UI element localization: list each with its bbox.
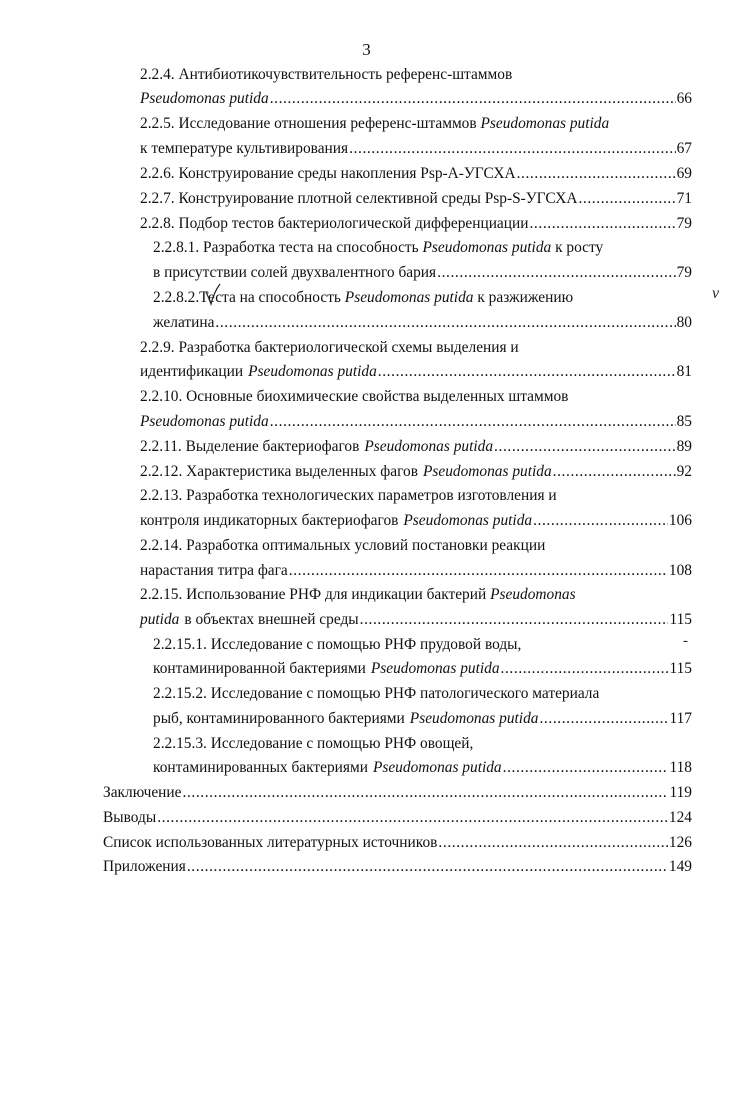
leader-dots	[183, 783, 669, 803]
margin-check-mark: v	[712, 285, 720, 302]
toc-entry-2-2-9-line2	[140, 362, 692, 382]
toc-entry-2-2-5-line2	[140, 139, 692, 159]
toc-entry-text: к разжижению	[477, 289, 574, 306]
leader-dots	[529, 214, 675, 234]
toc-page-number: 67	[676, 140, 692, 157]
toc-entry-organism: Pseudomonas putida	[140, 90, 269, 107]
toc-entry-2-2-15-3-line2	[153, 758, 692, 778]
toc-entry-text: 2.2.11. Выделение бактериофагов	[140, 438, 360, 455]
toc-entry-2-2-14-line2	[140, 561, 692, 581]
toc-entry-2-2-9-line1: 2.2.9. Разработка бактериологической схемы выделения и	[140, 339, 519, 356]
toc-entry-organism: Pseudomonas putida	[422, 463, 552, 480]
toc-entry-organism: Pseudomonas putida	[370, 660, 500, 677]
leader-dots	[437, 263, 675, 283]
page-number: 3	[362, 40, 371, 59]
toc-entry-text: Заключение	[103, 784, 182, 801]
toc-entry-text: идентификации	[140, 363, 244, 380]
toc-entry-text: 2.2.12. Характеристика выделенных фагов	[140, 463, 418, 480]
toc-entry-2-2-13-line2	[140, 511, 692, 531]
toc-entry-references	[103, 833, 692, 853]
leader-dots	[187, 857, 668, 877]
leader-dots	[270, 89, 676, 109]
toc-page-number: 66	[676, 90, 692, 107]
leader-dots	[533, 511, 668, 531]
leader-dots	[494, 437, 676, 457]
toc-entry-2-2-15-line1	[140, 585, 576, 605]
toc-entry-2-2-8	[140, 214, 692, 234]
toc-page-number: 85	[676, 413, 692, 430]
toc-entry-appendices	[103, 857, 692, 877]
toc-entry-organism: Pseudomonas putida	[409, 710, 539, 727]
leader-dots	[378, 362, 676, 382]
toc-entry-2-2-12	[140, 462, 692, 482]
toc-entry-text: 2.2.8.1. Разработка теста на способность	[153, 239, 419, 256]
toc-entry-text: к росту	[555, 239, 604, 256]
toc-entry-text: Выводы	[103, 809, 157, 826]
toc-entry-text: рыб, контаминированного бактериями	[153, 710, 405, 727]
toc-entry-text: 2.2.8. Подбор тестов бактериологической дифференциации	[140, 215, 529, 232]
toc-entry-2-2-8-1-line2	[153, 263, 692, 283]
toc-entry-text: нарастания титра фага	[140, 562, 288, 579]
toc-entry-organism: Pseudomonas putida	[248, 363, 377, 380]
toc-entry-organism: Pseudomonas putida	[364, 438, 494, 455]
toc-page-number: 118	[669, 759, 692, 776]
toc-entry-2-2-10-line2	[140, 412, 692, 432]
leader-dots	[517, 164, 676, 184]
toc-page-number: 115	[669, 660, 692, 677]
toc-entry-organism: Pseudomonas putida	[344, 289, 474, 306]
toc-entry-text: 2.2.6. Конструирование среды накопления Psp-A-УГСХА	[140, 165, 516, 182]
toc-entry-2-2-6	[140, 164, 692, 184]
toc-entry-2-2-15-2-line2	[153, 709, 692, 729]
toc-entry-text: 2.2.8.2.	[153, 289, 200, 306]
toc-page-number: 149	[668, 858, 692, 875]
toc-entry-organism: Pseudomonas putida	[403, 512, 533, 529]
leader-dots	[501, 659, 669, 679]
toc-entry-organism: Pseudomonas putida	[372, 759, 502, 776]
toc-entry-text: в объектах внешней среды	[184, 611, 359, 628]
toc-entry-2-2-13-line1: 2.2.13. Разработка технологических параметров изготовления и	[140, 487, 557, 504]
toc-entry-2-2-15-2-line1: 2.2.15.2. Исследование с помощью РНФ патологического материала	[153, 685, 600, 702]
toc-page-number: 69	[676, 165, 692, 182]
toc-page-number: 80	[676, 314, 692, 331]
leader-dots	[270, 412, 676, 432]
toc-page-number: 79	[676, 215, 692, 232]
leader-dots	[157, 808, 668, 828]
toc-page-number: 89	[676, 438, 692, 455]
toc-entry-text: Теста на способность	[199, 289, 341, 306]
toc-entry-2-2-5-line1	[140, 114, 609, 134]
toc-page-number: 115	[669, 611, 692, 628]
toc-entry-conclusion	[103, 783, 692, 803]
toc-entry-organism: Pseudomonas	[490, 586, 576, 603]
toc-page-number: 79	[676, 264, 692, 281]
toc-entry-organism: Pseudomonas putida	[422, 239, 552, 256]
toc-entry-2-2-15-1-line1: 2.2.15.1. Исследование с помощью РНФ прудовой воды,	[153, 636, 522, 653]
toc-entry-2-2-8-2-line2	[153, 313, 692, 333]
handwritten-check-icon	[204, 282, 222, 308]
toc-page-number: 81	[676, 363, 692, 380]
toc-entry-text: 2.2.7. Конструирование плотной селективной среды Psp-S-УГСХА	[140, 190, 578, 207]
toc-entry-organism: Pseudomonas putida	[480, 115, 610, 132]
leader-dots	[539, 709, 668, 729]
toc-entry-text: Список использованных литературных источников	[103, 834, 438, 851]
leader-dots	[553, 462, 676, 482]
toc-page-number: 92	[676, 463, 692, 480]
leader-dots	[360, 610, 669, 630]
toc-entry-2-2-15-3-line1: 2.2.15.3. Исследование с помощью РНФ овощей,	[153, 735, 474, 752]
toc-entry-2-2-10-line1: 2.2.10. Основные биохимические свойства выделенных штаммов	[140, 388, 569, 405]
toc-entry-text: Приложения	[103, 858, 186, 875]
toc-entry-text: 2.2.5. Исследование отношения референс-штаммов	[140, 115, 477, 132]
toc-entry-2-2-4-line1: 2.2.4. Антибиотикочувствительность референс-штаммов	[140, 66, 513, 83]
toc-entry-2-2-8-1-line1	[153, 238, 603, 258]
toc-entry-2-2-14-line1: 2.2.14. Разработка оптимальных условий постановки реакции	[140, 537, 546, 554]
toc-entry-text: в присутствии солей двухвалентного бария	[153, 264, 437, 281]
margin-dash-mark: -	[683, 633, 688, 649]
toc-entry-organism: putida	[140, 611, 180, 628]
toc-page-number: 124	[668, 809, 692, 826]
toc-entry-text: 2.2.15. Использование РНФ для индикации бактерий	[140, 586, 487, 603]
leader-dots	[289, 561, 668, 581]
toc-page-number: 106	[668, 512, 692, 529]
toc-entry-2-2-7	[140, 189, 692, 209]
toc-entry-text: желатина	[153, 314, 215, 331]
leader-dots	[215, 313, 675, 333]
toc-entry-findings	[103, 808, 692, 828]
leader-dots	[578, 189, 675, 209]
leader-dots	[503, 758, 669, 778]
toc-entry-text: контроля индикаторных бактериофагов	[140, 512, 399, 529]
leader-dots	[438, 833, 667, 853]
toc-entry-organism: Pseudomonas putida	[140, 413, 269, 430]
toc-entry-2-2-11	[140, 437, 692, 457]
toc-page-number: 117	[669, 710, 692, 727]
toc-page-number: 119	[669, 784, 692, 801]
toc-entry-2-2-15-1-line2	[153, 659, 692, 679]
toc-page-number: 71	[676, 190, 692, 207]
toc-entry-2-2-4-line2	[140, 89, 692, 109]
toc-page-number: 108	[668, 562, 692, 579]
toc-page-number: 126	[668, 834, 692, 851]
toc-entry-text: к температуре культивирования	[140, 140, 349, 157]
toc-entry-text: контаминированных бактериями	[153, 759, 368, 776]
leader-dots	[349, 139, 676, 159]
toc-entry-text: контаминированной бактериями	[153, 660, 366, 677]
toc-entry-2-2-15-line2	[140, 610, 692, 630]
